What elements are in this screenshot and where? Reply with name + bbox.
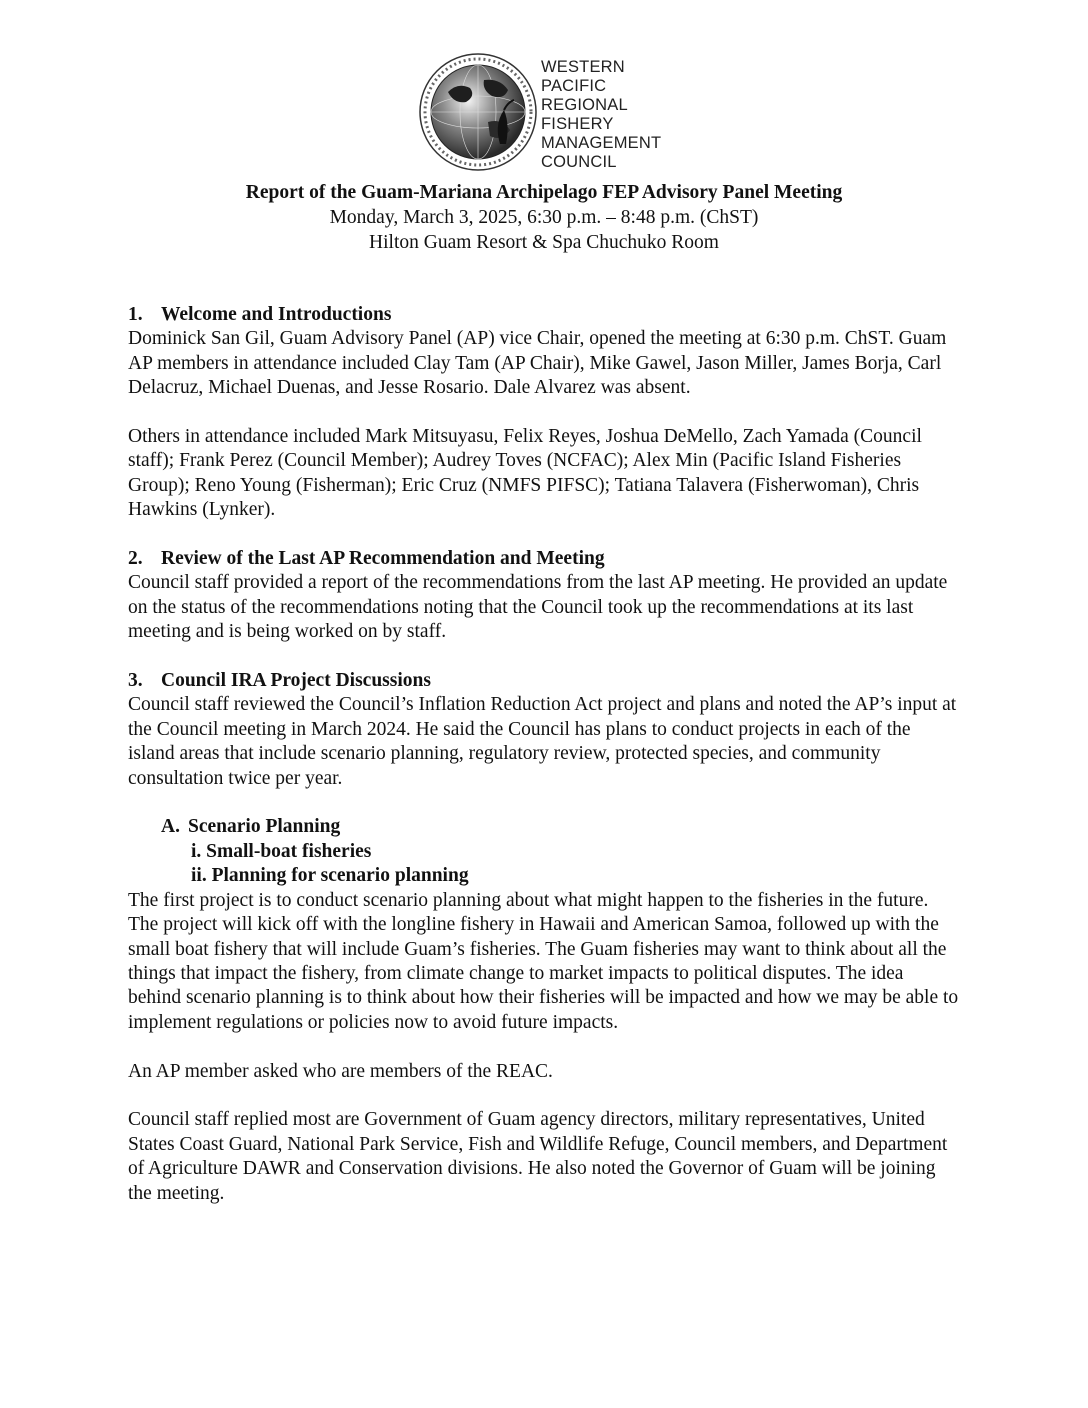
globe-logo-icon — [418, 52, 538, 172]
paragraph: Others in attendance included Mark Mitsuyasu, Felix Reyes, Joshua DeMello, Zach Yamada (Council staff); Frank Perez (Council Member); Audrey Toves (NCFAC); Alex Min (Pacific Island Fisheries Group); Reno Young (Fisherman); Eric Cruz (NMFS PIFSC); Tatiana Talavera (Fisherwoman), Chris Hawkins (Lynker). — [128, 426, 922, 521]
logo-line: PACIFIC — [541, 77, 607, 95]
logo-line: WESTERN — [541, 58, 625, 76]
section-heading-1 — [128, 303, 960, 327]
section-title: Welcome and Introductions — [161, 304, 392, 325]
section-number: 3. — [128, 670, 143, 692]
section-number: 1. — [128, 304, 143, 325]
section-title: Review of the Last AP Recommendation and Meeting — [161, 548, 605, 570]
section-heading-2 — [128, 547, 960, 571]
council-name — [541, 58, 661, 172]
paragraph: Council staff replied most are Government of Guam agency directors, military representatives, United States Coast Guard, National Park Service, Fish and Wildlife Refuge, Council members, and Department of Agriculture DAWR and Conservation divisions. He also noted the Governor of Guam will be joining the meeting. — [128, 1109, 948, 1204]
paragraph: An AP member asked who are members of the REAC. — [128, 1060, 553, 1082]
subsection-title: Scenario Planning — [188, 816, 341, 838]
meeting-location: Hilton Guam Resort & Spa Chuchuko Room — [369, 232, 719, 253]
subsection-item-ii: ii. Planning for scenario planning — [191, 865, 469, 887]
paragraph: Council staff provided a report of the recommendations from the last AP meeting. He provided an update on the status of the recommendations noting that the Council took up the recommendations at its last meeting and is being worked on by staff. — [128, 572, 948, 643]
council-logo — [418, 52, 688, 176]
paragraph: Council staff reviewed the Council’s Inflation Reduction Act project and plans and noted the AP’s input at the Council meeting in March 2024. He said the Council has plans to conduct projects in each of the island areas that include scenario planning, regulatory review, protected species, and community consultation twice per year. — [128, 694, 957, 789]
report-body — [128, 303, 960, 1206]
meeting-date: Monday, March 3, 2025, 6:30 p.m. – 8:48 p.m. (ChST) — [329, 207, 759, 228]
logo-line: FISHERY — [541, 115, 614, 133]
report-title: Report of the Guam-Mariana Archipelago FEP Advisory Panel Meeting — [245, 182, 843, 203]
logo-line: REGIONAL — [541, 96, 628, 114]
logo-line: COUNCIL — [541, 153, 617, 171]
section-number: 2. — [128, 548, 143, 570]
section-title: Council IRA Project Discussions — [161, 670, 431, 692]
subsection-item-i: i. Small-boat fisheries — [191, 840, 372, 862]
section-heading-3 — [128, 669, 960, 693]
paragraph: Dominick San Gil, Guam Advisory Panel (AP) vice Chair, opened the meeting at 6:30 p.m. ChST. Guam AP members in attendance included Clay Tam (AP Chair), Mike Gawel, Jason Miller, James Borja, Carl Delacruz, Michael Duenas, and Jesse Rosario. Dale Alvarez was absent. — [128, 328, 947, 399]
logo-line: MANAGEMENT — [541, 134, 662, 152]
subsection-letter: A. — [161, 816, 180, 838]
report-header — [0, 180, 1088, 255]
paragraph: The first project is to conduct scenario planning about what might happen to the fisheries in the future. The project will kick off with the longline fishery in Hawaii and American Samoa, followed up with the small boat fishery that will include Guam’s fisheries. The Guam fisheries may want to think about all the things that impact the fishery, from climate change to market impacts to political disputes. The idea behind scenario planning is to think about how their fisheries will be impacted and how we may be able to implement regulations or policies now to avoid future impacts. — [128, 889, 959, 1033]
subsection-heading-a — [128, 815, 960, 839]
